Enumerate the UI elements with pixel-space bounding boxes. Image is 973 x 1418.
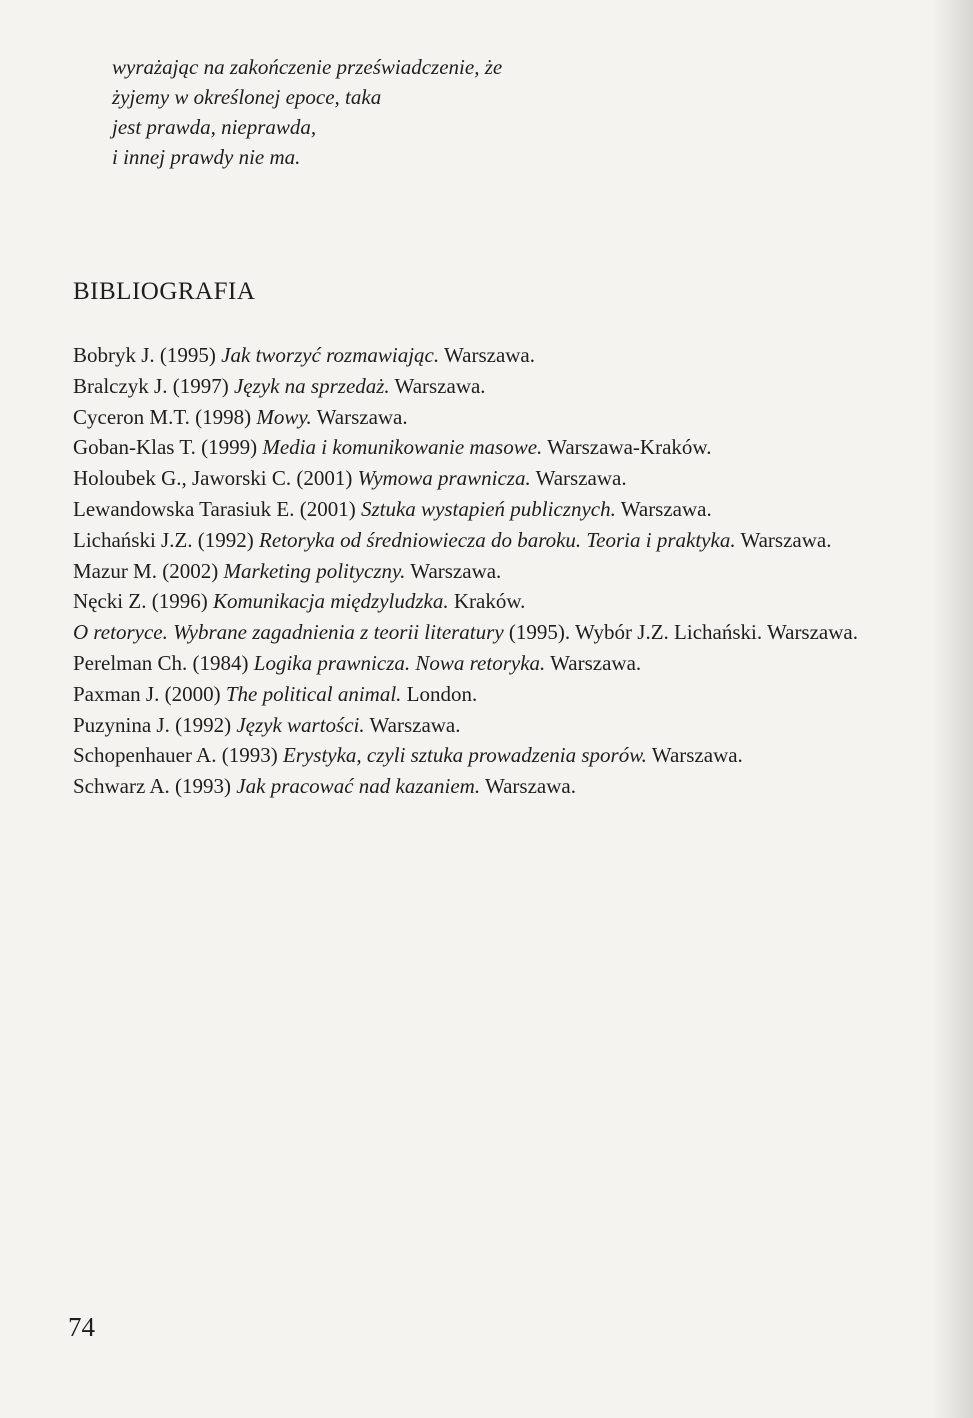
bibliography-entry [73,679,918,710]
entry-author: Holoubek G., Jaworski C. (2001) [73,466,358,491]
entry-title: Jak tworzyć rozmawiając. [221,343,440,367]
entry-author: Mazur M. (2002) [73,558,224,583]
bibliography-entry [73,617,918,648]
bibliography-entry [73,586,918,617]
entry-publication: Warszawa. [480,774,576,799]
bibliography-entry [73,340,918,371]
bibliography-list [73,340,918,802]
bibliography-entry [73,740,918,771]
entry-author: Lichański J.Z. (1992) [73,527,260,552]
bibliography-entry [73,494,918,525]
entry-publication: Warszawa. [439,343,535,367]
entry-author: Bralczyk J. (1997) [73,373,234,398]
entry-publication: Warszawa. [389,373,486,398]
bibliography-entry [73,402,918,433]
entry-publication: Warszawa. [364,712,461,737]
entry-author: Lewandowska Tarasiuk E. (2001) [73,496,361,521]
poem-line: żyjemy w określonej epoce, taka [112,85,382,109]
entry-author: Cyceron M.T. (1998) [73,404,257,429]
entry-author: Puzynina J. (1992) [73,712,237,737]
entry-author: Nęcki Z. (1996) [73,589,213,614]
entry-author: Bobryk J. (1995) [73,343,222,367]
entry-publication: Warszawa. [545,650,642,675]
entry-title: Sztuka wystapień publicznych. [360,496,616,521]
entry-title: Retoryka od średniowiecza do baroku. Teoria i praktyka. [259,527,736,552]
entry-title: Media i komunikowanie masowe. [262,435,543,460]
entry-author: Paxman J. (2000) [73,681,226,706]
bibliography-entry [73,432,918,463]
poem-line: wyrażając na zakończenie przeświadczenie, że [112,55,503,79]
bibliography-entry [73,463,918,494]
entry-author: Perelman Ch. (1984) [73,650,254,675]
entry-title: Logika prawnicza. Nowa retoryka. [253,650,546,675]
entry-publication: Warszawa. [735,527,832,552]
entry-publication: London. [401,681,478,706]
entry-publication: Warszawa. [311,404,408,429]
bibliography-heading: BIBLIOGRAFIA [73,278,256,305]
entry-publication: Warszawa. [615,496,712,521]
entry-publication: Warszawa. [405,558,502,583]
entry-title: Mowy. [256,404,312,429]
entry-title: Marketing polityczny. [223,558,406,583]
bibliography-entry [73,371,918,402]
entry-publication: Warszawa-Kraków. [542,435,712,460]
page-number: 74 [68,1312,95,1342]
entry-title: Erystyka, czyli sztuka prowadzenia sporów. [282,743,647,768]
bibliography-entry [73,771,918,802]
entry-title: Wymowa prawnicza. [357,466,531,491]
entry-title: O retoryce. Wybrane zagadnienia z teorii literatury [73,620,504,645]
entry-author: Schwarz A. (1993) [73,774,237,799]
entry-author: Goban-Klas T. (1999) [73,435,263,460]
entry-publication: Warszawa. [646,743,743,768]
entry-title: The political animal. [225,681,402,706]
bibliography-entry [73,525,918,556]
entry-title: Komunikacja międzyludzka. [212,589,449,614]
entry-publication: Kraków. [448,589,526,614]
entry-author: Schopenhauer A. (1993) [73,743,283,768]
poem-line: jest prawda, nieprawda, [112,115,317,139]
entry-title: Język wartości. [236,712,365,737]
closing-poem [112,52,612,172]
poem-line: i innej prawdy nie ma. [112,145,301,169]
entry-publication: (1995). Wybór J.Z. Lichański. Warszawa. [503,620,858,645]
entry-title: Jak pracować nad kazaniem. [236,774,481,799]
bibliography-entry [73,556,918,587]
entry-title: Język na sprzedaż. [233,373,390,398]
bibliography-entry [73,710,918,741]
bibliography-entry [73,648,918,679]
entry-publication: Warszawa. [530,466,627,491]
